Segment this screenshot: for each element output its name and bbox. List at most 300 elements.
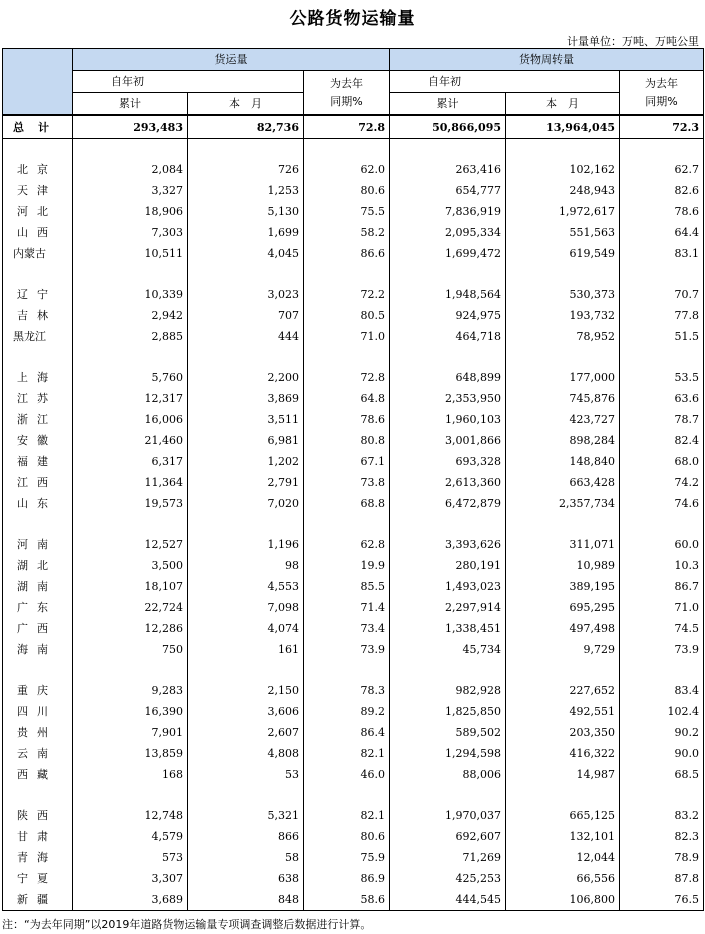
freight-ytd-cell: 12,317: [73, 388, 188, 409]
region-name: 吉林: [3, 305, 73, 326]
freight-ytd-cell: 293,483: [73, 115, 188, 139]
region-name: 贵州: [3, 722, 73, 743]
region-name: 湖南: [3, 576, 73, 597]
turnover-ytd-cell: 2,095,334: [390, 222, 506, 243]
turnover-month-cell: 497,498: [506, 618, 620, 639]
group-spacer-row: [3, 785, 704, 805]
freight-ytd-cell: 2,942: [73, 305, 188, 326]
turnover-month-cell: 9,729: [506, 639, 620, 660]
turnover-month-cell: 148,840: [506, 451, 620, 472]
spacer-cell: [304, 139, 390, 160]
turnover-month-cell: 66,556: [506, 868, 620, 889]
table-header: [3, 49, 704, 116]
freight-month-cell: 98: [188, 555, 304, 576]
freight-yoy-cell: 19.9: [304, 555, 390, 576]
region-name: 西藏: [3, 764, 73, 785]
table-row: [3, 597, 704, 618]
freight-yoy-cell: 64.8: [304, 388, 390, 409]
header-turnover-yoy-bottom: 同期%: [645, 94, 678, 108]
freight-ytd-cell: 3,327: [73, 180, 188, 201]
region-name: 广西: [3, 618, 73, 639]
spacer-cell: [304, 660, 390, 680]
turnover-ytd-cell: 654,777: [390, 180, 506, 201]
freight-month-cell: 3,606: [188, 701, 304, 722]
region-name: 北京: [3, 159, 73, 180]
table-row: [3, 430, 704, 451]
turnover-ytd-cell: 589,502: [390, 722, 506, 743]
table-row: [3, 222, 704, 243]
spacer-cell: [73, 139, 188, 160]
region-name: 河南: [3, 534, 73, 555]
turnover-month-cell: 745,876: [506, 388, 620, 409]
freight-yoy-cell: 82.1: [304, 743, 390, 764]
spacer-cell: [188, 785, 304, 805]
header-freight-ytd-bottom: 累计: [73, 93, 188, 116]
freight-ytd-cell: 21,460: [73, 430, 188, 451]
region-name: 内蒙古: [3, 243, 73, 264]
header-turnover-group: 货物周转量: [390, 49, 704, 71]
header-turnover-ytd-top: 自年初: [390, 71, 620, 93]
turnover-month-cell: 619,549: [506, 243, 620, 264]
table-row: [3, 493, 704, 514]
spacer-cell: [3, 264, 73, 284]
spacer-cell: [304, 264, 390, 284]
freight-ytd-cell: 12,748: [73, 805, 188, 826]
freight-month-cell: 2,607: [188, 722, 304, 743]
freight-month-cell: 848: [188, 889, 304, 911]
turnover-ytd-cell: 1,338,451: [390, 618, 506, 639]
freight-ytd-cell: 18,107: [73, 576, 188, 597]
turnover-yoy-cell: 82.4: [620, 430, 704, 451]
spacer-cell: [73, 660, 188, 680]
turnover-yoy-cell: 78.7: [620, 409, 704, 430]
freight-ytd-cell: 2,084: [73, 159, 188, 180]
spacer-cell: [188, 660, 304, 680]
freight-month-cell: 5,130: [188, 201, 304, 222]
turnover-month-cell: 311,071: [506, 534, 620, 555]
turnover-yoy-cell: 51.5: [620, 326, 704, 347]
freight-yoy-cell: 78.3: [304, 680, 390, 701]
region-name: 上海: [3, 367, 73, 388]
turnover-yoy-cell: 74.5: [620, 618, 704, 639]
turnover-month-cell: 530,373: [506, 284, 620, 305]
freight-month-cell: 2,791: [188, 472, 304, 493]
turnover-ytd-cell: 464,718: [390, 326, 506, 347]
turnover-yoy-cell: 78.6: [620, 201, 704, 222]
spacer-cell: [506, 660, 620, 680]
turnover-ytd-cell: 1,970,037: [390, 805, 506, 826]
table-row: [3, 409, 704, 430]
turnover-month-cell: 389,195: [506, 576, 620, 597]
freight-month-cell: 1,699: [188, 222, 304, 243]
turnover-yoy-cell: 74.6: [620, 493, 704, 514]
freight-month-cell: 7,020: [188, 493, 304, 514]
header-region-cell: [3, 49, 73, 116]
turnover-month-cell: 132,101: [506, 826, 620, 847]
freight-ytd-cell: 5,760: [73, 367, 188, 388]
freight-yoy-cell: 75.5: [304, 201, 390, 222]
freight-yoy-cell: 71.0: [304, 326, 390, 347]
freight-yoy-cell: 58.2: [304, 222, 390, 243]
region-name: 重庆: [3, 680, 73, 701]
freight-yoy-cell: 89.2: [304, 701, 390, 722]
freight-yoy-cell: 86.4: [304, 722, 390, 743]
table-row: [3, 618, 704, 639]
turnover-ytd-cell: 2,613,360: [390, 472, 506, 493]
freight-month-cell: 58: [188, 847, 304, 868]
freight-month-cell: 4,045: [188, 243, 304, 264]
turnover-month-cell: 193,732: [506, 305, 620, 326]
table-row: [3, 889, 704, 911]
freight-table: [2, 48, 704, 911]
region-name: 黑龙江: [3, 326, 73, 347]
freight-month-cell: 638: [188, 868, 304, 889]
table-row: [3, 180, 704, 201]
turnover-yoy-cell: 74.2: [620, 472, 704, 493]
table-row: [3, 805, 704, 826]
spacer-cell: [620, 785, 704, 805]
spacer-cell: [506, 785, 620, 805]
spacer-cell: [188, 347, 304, 367]
spacer-cell: [620, 264, 704, 284]
table-row: [3, 367, 704, 388]
turnover-month-cell: 14,987: [506, 764, 620, 785]
turnover-yoy-cell: 53.5: [620, 367, 704, 388]
spacer-cell: [390, 264, 506, 284]
turnover-ytd-cell: 444,545: [390, 889, 506, 911]
table-row: [3, 534, 704, 555]
header-freight-yoy-top: 为去年: [330, 76, 363, 90]
turnover-yoy-cell: 72.3: [620, 115, 704, 139]
freight-ytd-cell: 3,689: [73, 889, 188, 911]
freight-month-cell: 444: [188, 326, 304, 347]
freight-month-cell: 4,553: [188, 576, 304, 597]
spacer-cell: [390, 785, 506, 805]
table-row: [3, 680, 704, 701]
table-row: [3, 201, 704, 222]
turnover-ytd-cell: 1,493,023: [390, 576, 506, 597]
turnover-ytd-cell: 1,825,850: [390, 701, 506, 722]
turnover-ytd-cell: 280,191: [390, 555, 506, 576]
turnover-month-cell: 227,652: [506, 680, 620, 701]
table-row: [3, 639, 704, 660]
spacer-cell: [188, 514, 304, 534]
turnover-yoy-cell: 70.7: [620, 284, 704, 305]
freight-yoy-cell: 71.4: [304, 597, 390, 618]
freight-month-cell: 3,511: [188, 409, 304, 430]
group-spacer-row: [3, 264, 704, 284]
region-name: 海南: [3, 639, 73, 660]
turnover-month-cell: 1,972,617: [506, 201, 620, 222]
page-title: 公路货物运输量: [289, 9, 416, 29]
freight-month-cell: 7,098: [188, 597, 304, 618]
spacer-cell: [3, 514, 73, 534]
turnover-ytd-cell: 50,866,095: [390, 115, 506, 139]
freight-yoy-cell: 72.8: [304, 115, 390, 139]
turnover-ytd-cell: 982,928: [390, 680, 506, 701]
table-row: [3, 472, 704, 493]
spacer-cell: [390, 660, 506, 680]
turnover-ytd-cell: 3,001,866: [390, 430, 506, 451]
group-spacer-row: [3, 347, 704, 367]
spacer-cell: [620, 139, 704, 160]
freight-ytd-cell: 12,527: [73, 534, 188, 555]
region-name: 河北: [3, 201, 73, 222]
freight-yoy-cell: 67.1: [304, 451, 390, 472]
spacer-cell: [506, 264, 620, 284]
group-spacer-row: [3, 660, 704, 680]
spacer-cell: [506, 514, 620, 534]
spacer-cell: [3, 139, 73, 160]
spacer-cell: [3, 785, 73, 805]
turnover-month-cell: 12,044: [506, 847, 620, 868]
freight-ytd-cell: 18,906: [73, 201, 188, 222]
freight-month-cell: 3,023: [188, 284, 304, 305]
spacer-cell: [304, 785, 390, 805]
header-freight-month: 本 月: [188, 93, 304, 116]
turnover-yoy-cell: 86.7: [620, 576, 704, 597]
spacer-cell: [73, 514, 188, 534]
freight-yoy-cell: 75.9: [304, 847, 390, 868]
freight-yoy-cell: 46.0: [304, 764, 390, 785]
spacer-cell: [390, 514, 506, 534]
freight-ytd-cell: 2,885: [73, 326, 188, 347]
table-row: [3, 868, 704, 889]
header-turnover-yoy-top: 为去年: [645, 76, 679, 90]
freight-ytd-cell: 573: [73, 847, 188, 868]
freight-ytd-cell: 12,286: [73, 618, 188, 639]
turnover-month-cell: 78,952: [506, 326, 620, 347]
unit-note: 计量单位：万吨、万吨公里: [567, 35, 699, 48]
turnover-yoy-cell: 90.0: [620, 743, 704, 764]
freight-month-cell: 6,981: [188, 430, 304, 451]
header-turnover-yoy: [620, 71, 704, 116]
turnover-month-cell: 551,563: [506, 222, 620, 243]
turnover-yoy-cell: 71.0: [620, 597, 704, 618]
turnover-yoy-cell: 76.5: [620, 889, 704, 911]
turnover-yoy-cell: 68.5: [620, 764, 704, 785]
turnover-month-cell: 248,943: [506, 180, 620, 201]
region-name: 宁夏: [3, 868, 73, 889]
freight-yoy-cell: 73.4: [304, 618, 390, 639]
freight-month-cell: 4,808: [188, 743, 304, 764]
turnover-ytd-cell: 692,607: [390, 826, 506, 847]
freight-ytd-cell: 10,339: [73, 284, 188, 305]
spacer-cell: [73, 264, 188, 284]
turnover-month-cell: 665,125: [506, 805, 620, 826]
table-body: [3, 115, 704, 911]
spacer-cell: [73, 347, 188, 367]
spacer-cell: [304, 514, 390, 534]
region-name: 湖北: [3, 555, 73, 576]
region-name: 陕西: [3, 805, 73, 826]
turnover-yoy-cell: 82.3: [620, 826, 704, 847]
spacer-cell: [620, 514, 704, 534]
turnover-month-cell: 2,357,734: [506, 493, 620, 514]
turnover-month-cell: 102,162: [506, 159, 620, 180]
table-row: [3, 305, 704, 326]
turnover-ytd-cell: 2,353,950: [390, 388, 506, 409]
group-spacer-row: [3, 514, 704, 534]
table-row: [3, 159, 704, 180]
spacer-cell: [390, 139, 506, 160]
turnover-yoy-cell: 68.0: [620, 451, 704, 472]
turnover-yoy-cell: 83.1: [620, 243, 704, 264]
freight-ytd-cell: 19,573: [73, 493, 188, 514]
turnover-ytd-cell: 648,899: [390, 367, 506, 388]
freight-month-cell: 1,202: [188, 451, 304, 472]
region-name: 浙江: [3, 409, 73, 430]
turnover-month-cell: 898,284: [506, 430, 620, 451]
region-name: 山西: [3, 222, 73, 243]
freight-month-cell: 53: [188, 764, 304, 785]
freight-month-cell: 707: [188, 305, 304, 326]
total-row: [3, 115, 704, 139]
freight-yoy-cell: 73.8: [304, 472, 390, 493]
table-row: [3, 826, 704, 847]
turnover-ytd-cell: 1,948,564: [390, 284, 506, 305]
table-row: [3, 284, 704, 305]
turnover-month-cell: 106,800: [506, 889, 620, 911]
freight-ytd-cell: 3,307: [73, 868, 188, 889]
freight-yoy-cell: 72.2: [304, 284, 390, 305]
freight-ytd-cell: 22,724: [73, 597, 188, 618]
turnover-month-cell: 416,322: [506, 743, 620, 764]
freight-yoy-cell: 80.6: [304, 826, 390, 847]
spacer-cell: [620, 660, 704, 680]
turnover-yoy-cell: 102.4: [620, 701, 704, 722]
freight-ytd-cell: 11,364: [73, 472, 188, 493]
freight-yoy-cell: 62.8: [304, 534, 390, 555]
region-name: 山东: [3, 493, 73, 514]
turnover-month-cell: 177,000: [506, 367, 620, 388]
turnover-month-cell: 203,350: [506, 722, 620, 743]
table-row: [3, 847, 704, 868]
table-row: [3, 743, 704, 764]
freight-month-cell: 1,253: [188, 180, 304, 201]
turnover-yoy-cell: 82.6: [620, 180, 704, 201]
turnover-ytd-cell: 45,734: [390, 639, 506, 660]
header-freight-yoy-bottom: 同期%: [330, 94, 363, 108]
turnover-yoy-cell: 90.2: [620, 722, 704, 743]
group-spacer-row: [3, 139, 704, 160]
region-name: 云南: [3, 743, 73, 764]
region-name: 甘肃: [3, 826, 73, 847]
region-name: 总计: [3, 115, 73, 139]
freight-month-cell: 1,196: [188, 534, 304, 555]
freight-ytd-cell: 16,006: [73, 409, 188, 430]
freight-month-cell: 82,736: [188, 115, 304, 139]
table-row: [3, 764, 704, 785]
table-row: [3, 555, 704, 576]
freight-ytd-cell: 168: [73, 764, 188, 785]
header-freight-ytd-top: 自年初: [73, 71, 304, 93]
header-freight-yoy: [304, 71, 390, 116]
freight-yoy-cell: 82.1: [304, 805, 390, 826]
table-row: [3, 451, 704, 472]
freight-month-cell: 2,150: [188, 680, 304, 701]
spacer-cell: [188, 139, 304, 160]
data-table-container: [2, 48, 703, 911]
turnover-yoy-cell: 77.8: [620, 305, 704, 326]
turnover-ytd-cell: 425,253: [390, 868, 506, 889]
freight-month-cell: 726: [188, 159, 304, 180]
turnover-ytd-cell: 1,699,472: [390, 243, 506, 264]
spacer-cell: [506, 347, 620, 367]
spacer-cell: [3, 660, 73, 680]
freight-ytd-cell: 7,303: [73, 222, 188, 243]
table-row: [3, 701, 704, 722]
turnover-ytd-cell: 88,006: [390, 764, 506, 785]
turnover-yoy-cell: 78.9: [620, 847, 704, 868]
region-name: 安徽: [3, 430, 73, 451]
freight-month-cell: 161: [188, 639, 304, 660]
freight-ytd-cell: 16,390: [73, 701, 188, 722]
freight-yoy-cell: 80.5: [304, 305, 390, 326]
region-name: 福建: [3, 451, 73, 472]
turnover-yoy-cell: 87.8: [620, 868, 704, 889]
freight-ytd-cell: 7,901: [73, 722, 188, 743]
freight-yoy-cell: 86.6: [304, 243, 390, 264]
spacer-cell: [3, 347, 73, 367]
freight-month-cell: 3,869: [188, 388, 304, 409]
freight-ytd-cell: 4,579: [73, 826, 188, 847]
freight-yoy-cell: 85.5: [304, 576, 390, 597]
turnover-ytd-cell: 263,416: [390, 159, 506, 180]
region-name: 江西: [3, 472, 73, 493]
header-freight-group: 货运量: [73, 49, 390, 71]
freight-yoy-cell: 73.9: [304, 639, 390, 660]
spacer-cell: [188, 264, 304, 284]
turnover-ytd-cell: 6,472,879: [390, 493, 506, 514]
table-row: [3, 576, 704, 597]
freight-yoy-cell: 80.8: [304, 430, 390, 451]
freight-ytd-cell: 6,317: [73, 451, 188, 472]
freight-ytd-cell: 3,500: [73, 555, 188, 576]
region-name: 广东: [3, 597, 73, 618]
freight-yoy-cell: 62.0: [304, 159, 390, 180]
turnover-month-cell: 663,428: [506, 472, 620, 493]
turnover-yoy-cell: 63.6: [620, 388, 704, 409]
freight-yoy-cell: 80.6: [304, 180, 390, 201]
freight-yoy-cell: 68.8: [304, 493, 390, 514]
spacer-cell: [506, 139, 620, 160]
turnover-ytd-cell: 693,328: [390, 451, 506, 472]
freight-ytd-cell: 10,511: [73, 243, 188, 264]
freight-yoy-cell: 72.8: [304, 367, 390, 388]
turnover-month-cell: 423,727: [506, 409, 620, 430]
turnover-yoy-cell: 73.9: [620, 639, 704, 660]
turnover-yoy-cell: 83.4: [620, 680, 704, 701]
turnover-month-cell: 695,295: [506, 597, 620, 618]
turnover-ytd-cell: 1,294,598: [390, 743, 506, 764]
table-row: [3, 326, 704, 347]
freight-month-cell: 866: [188, 826, 304, 847]
table-row: [3, 243, 704, 264]
turnover-month-cell: 13,964,045: [506, 115, 620, 139]
region-name: 青海: [3, 847, 73, 868]
freight-ytd-cell: 750: [73, 639, 188, 660]
turnover-ytd-cell: 3,393,626: [390, 534, 506, 555]
turnover-month-cell: 492,551: [506, 701, 620, 722]
turnover-month-cell: 10,989: [506, 555, 620, 576]
header-turnover-month: 本 月: [506, 93, 620, 116]
freight-ytd-cell: 13,859: [73, 743, 188, 764]
turnover-yoy-cell: 10.3: [620, 555, 704, 576]
turnover-ytd-cell: 1,960,103: [390, 409, 506, 430]
turnover-yoy-cell: 62.7: [620, 159, 704, 180]
footnote: 注：“为去年同期”以2019年道路货物运输量专项调查调整后数据进行计算。: [2, 918, 372, 931]
